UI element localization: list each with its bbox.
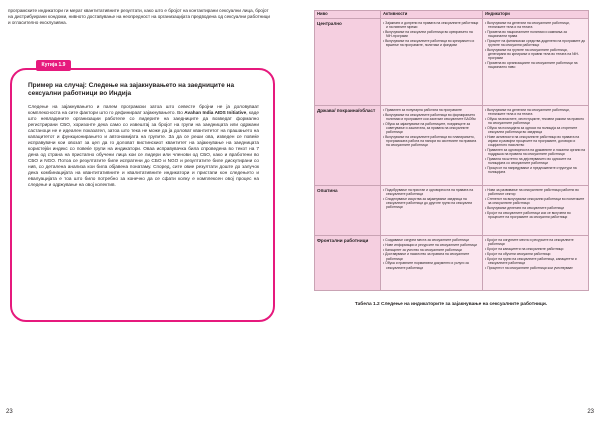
table-header-cell: Ниво xyxy=(315,11,381,19)
activities-cell xyxy=(381,19,483,106)
indicators-cell xyxy=(483,19,589,106)
intro-text: програмските индикатори ги мерат квантитативните резултати, како што е бројот на контактирани сексуални лица, бројот на дистрибуирани кондоми, нивното доставување на неопредност на организацијата предводена од сексуални работници и огласително ексклузивна. xyxy=(8,8,270,25)
level-cell: Општина xyxy=(315,186,381,236)
table-body xyxy=(315,19,589,291)
list-item: • Промена во националните политики и кампања за национални права xyxy=(485,30,586,38)
activities-list xyxy=(383,188,480,210)
list-item: • Процентот на сексуалните работници кои учествуваат xyxy=(485,266,586,270)
list-item: • Зајакнати и допрени на правата на сексуалните работници и на нивните мрежи xyxy=(383,21,480,29)
list-item: • Бројот на групи на сексуалните работници, капацитети и сексуалните работници xyxy=(485,257,586,265)
table-header-cell: Активности xyxy=(381,11,483,19)
activities-list xyxy=(383,21,480,47)
list-item: • Правила на штетно на дејствувањето во односите на полицијата со сексуалните работници xyxy=(485,157,586,165)
page-number-right: 23 xyxy=(587,409,594,415)
indicators-list xyxy=(485,108,586,175)
activities-cell xyxy=(381,106,483,186)
table-header-cell: Индикатори xyxy=(483,11,589,19)
list-item: • Нови за развивање на сексуалните работници работни во работниот сектор xyxy=(485,188,586,196)
page-number-left: 23 xyxy=(6,409,13,415)
list-item: • Подобрување на пристап и одговорноста на правата на сексуалните работници xyxy=(383,188,480,196)
box-brand: Avahan India AIDS Initiative xyxy=(184,110,247,115)
list-item: • Вклучување на групите на сексуалните работници, делегирани во креирање и правни тела во телата на NIH-програми xyxy=(485,48,586,61)
list-item: • Правилен за одговорноста на државните и локални органи на поддршка на правата на сексуалните работници xyxy=(485,148,586,156)
list-item: • Обука на властите, институциите, тековни ракови на правото на сексуалните работници xyxy=(485,117,586,125)
box-title: Пример на случај: Следење на зајакнувањето на заедниците на сексуални работници во Индија xyxy=(28,82,235,97)
case-study-box xyxy=(10,68,275,322)
list-item: • Обука на полицијата за односи на полиција за сторените сексуални работници во заедница xyxy=(485,126,586,134)
list-item: • Споделување искуства за зајакнување заедница на сексуалните работници до другите групи на сексуални работници xyxy=(383,197,480,210)
list-item: • Бројот на сигурните места и ресурсите на сексуалните работници xyxy=(485,238,586,246)
list-item: • Вклучување на сексуалните работници во формирањето политики и програмите кои засегаат сексуалните БАОбм xyxy=(383,113,480,121)
box-body xyxy=(28,104,259,188)
table-row xyxy=(315,106,589,186)
list-item: • Процесот на напредување и предложените структури на полицијата xyxy=(485,166,586,174)
table-header-row xyxy=(315,11,589,19)
list-item: • Вклучување на сексуални работници во креирањето на NIH-програми xyxy=(383,30,480,38)
indicators-table xyxy=(314,10,589,291)
indicators-cell xyxy=(483,186,589,236)
list-item: • Бројот на сексуалните работници кои се вклучени во процесите на програмите за сексуални работници xyxy=(485,211,586,219)
list-item: • Бројот на обучени сексуални работници xyxy=(485,252,586,256)
indicators-list xyxy=(485,188,586,219)
activities-list xyxy=(383,238,480,270)
list-item: • Обука и правните нормативни документи и услуги за сексуалните работници xyxy=(383,261,480,269)
list-item: • Бројот на капацитети на сексуалните работници xyxy=(485,247,586,251)
list-item: • Вклучување на делегати на сексуалните работници, техничките тела и на телата xyxy=(485,21,586,29)
list-item: • Нове информации и ресурсите на сексуалните работници xyxy=(383,243,480,247)
box-body-part-1: Следење на зајакнувањето и палем програмски затоа што севесте бројни не ја доловуваат комплексноста на сите фактори што го дефинираат зајакнувањето. Во xyxy=(28,104,259,115)
table-row xyxy=(315,186,589,236)
list-item: • Правилен за популарна работата на програмите xyxy=(383,108,480,112)
list-item: • Степенот на вклучување сексуални работници во политиките за сексуалните работници xyxy=(485,197,586,205)
indicators-list xyxy=(485,238,586,270)
level-cell: Централно xyxy=(315,19,381,106)
intro-paragraph xyxy=(8,8,270,26)
box-body-part-2: , каде што невладините организации работеле со лидерите на заедниците да возведат формално регистрирани СБО, хоризонте дека само со извештај за бројот на групи на заедницата или одржани састаноци не е идеален показател, затоа што тека не може да ја доловат квантитетот на прашањето на капацитетот и функционирањето и автономијата на групите. За да се реши ова, изведен се повеќе исправувачи кои овозат за цел да го доловат вистинскиот квантитет на зајакнување на заедницата користејќи индекс со повеќе групи на индикатори. Оваа исправувачка била спроведена во текот на 7 дена од страна на пристапно обучени лица кои се лидери или членови од СБО, како и вработени во СБО и NGO. Потоа се резултатите биле испратени до СБО и NGO и резултатите биле дискутирани со нив, со деталена анализа кои била објавена понатаму. Според, сите овие резултати доште до залучок дека комбинацијата на квантитативните и квалитативните индикатори и пристапи кон следењето и евалуацијата е тоа што било потребно за конечно да се сфати колку е комплексен овој процес на следење и одржување на овој колектив. xyxy=(28,110,259,187)
activities-cell xyxy=(381,236,483,291)
list-item: • Процент на финансиски средства доделени на програмите до групите на сексуални работници xyxy=(485,39,586,47)
list-item: • Нове активности на сексуалните работници во правата на изјави и развојни процесите на програмите, договори и социјалното насилство xyxy=(485,135,586,148)
table-row xyxy=(315,19,589,106)
table-caption: Табела 1.2 Следење на индикаторите за зајакнување на сексуалните работници. xyxy=(354,302,548,307)
indicators-cell xyxy=(483,236,589,291)
activities-cell xyxy=(381,186,483,236)
list-item: • Вклучување на делегати на сексуалните работници, техничките тела и на телата xyxy=(485,108,586,116)
table-row xyxy=(315,236,589,291)
list-item: • Вклучување на сексуалните работници во креирањето и вршење на програмите, политики и фондови xyxy=(383,39,480,47)
level-cell: Држава/ покраина/област xyxy=(315,106,381,186)
level-cell: Фронтални работници xyxy=(315,236,381,291)
activities-list xyxy=(383,108,480,148)
list-item: • Вклучување на сексуалните работници во планирањето, програмската работа на напори во системите на правата на сексуалните работници xyxy=(383,135,480,148)
indicators-cell xyxy=(483,106,589,186)
list-item: • Доставување и насилство за правата на сексуалните работници xyxy=(383,252,480,260)
indicators-list xyxy=(485,21,586,70)
list-item: • Капацитет за учество на сексуалните работници xyxy=(383,248,480,252)
list-item: • Вклучување делегати на сексуалните работници xyxy=(485,206,586,210)
list-item: • Промена во организациите на сексуалните работници на национално ниво xyxy=(485,61,586,69)
box-tag: Кутија 1.9 xyxy=(36,60,71,71)
list-item: • Создавање сигурни места за сексуалните работници xyxy=(383,238,480,242)
list-item: • Обука за зајакнување на работниците, поединците за советување и заштитата, за правата на сексуалните работници xyxy=(383,122,480,135)
